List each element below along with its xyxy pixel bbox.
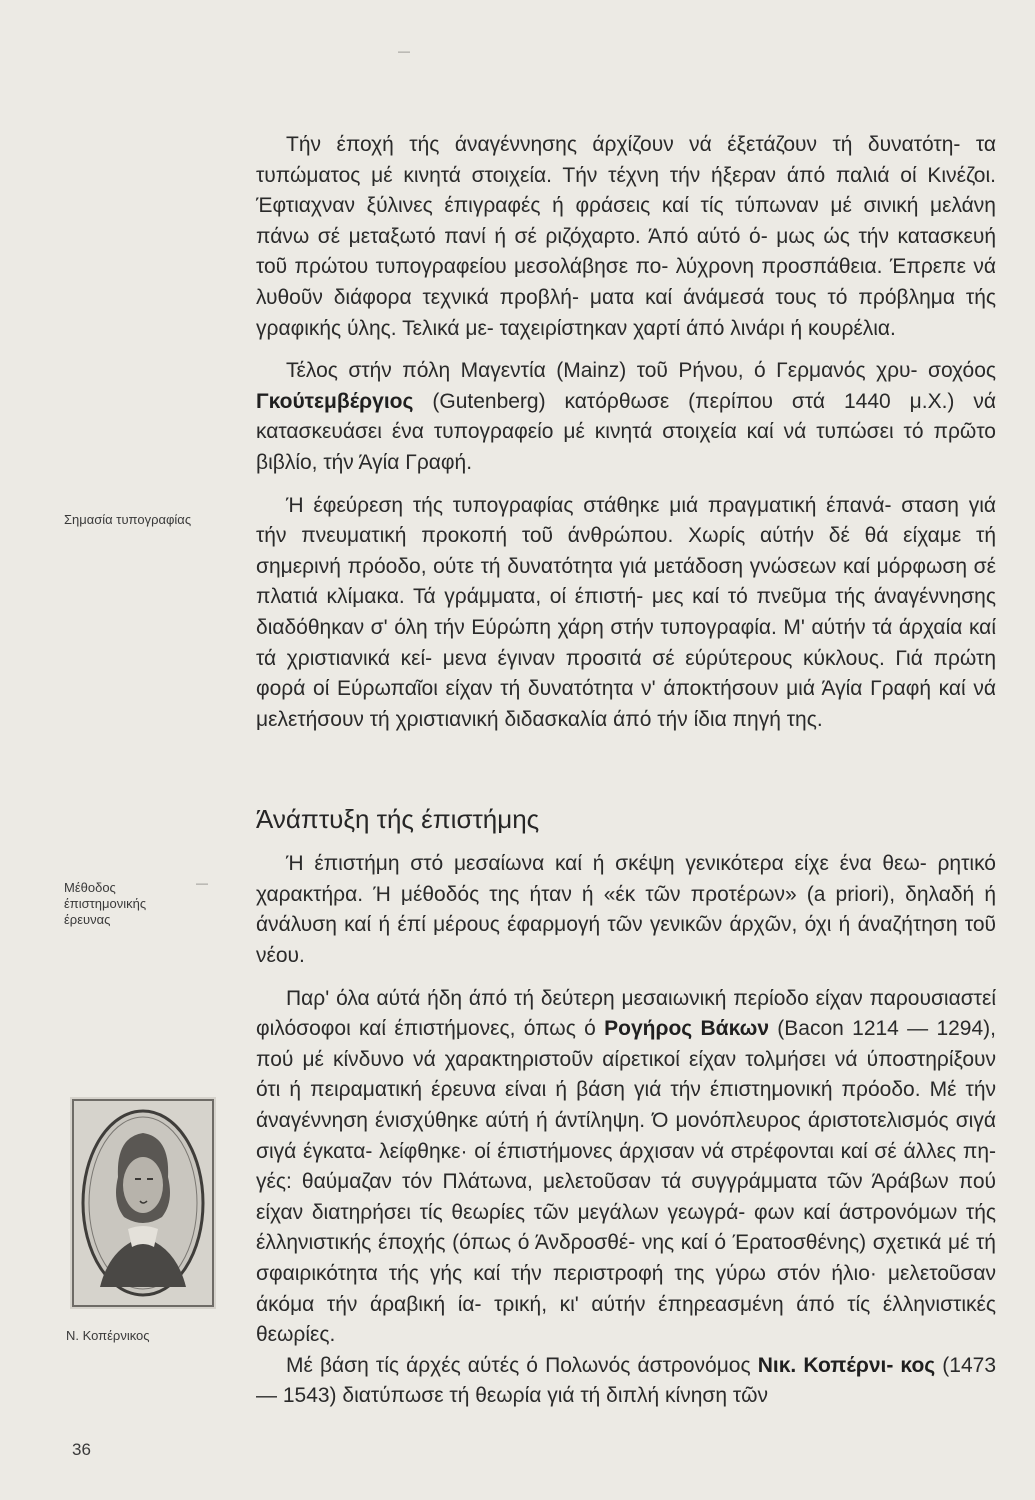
paragraph-printing-origins: Τήν έποχή τής άναγέννησης άρχίζουν νά έξετάζουν τή δυνατότη- τα τυπώματος μέ κινητά στοιχεία. Τήν τέχνη τήν ήξεραν άπό παλιά οί Κινέζοι. Έφτιαχναν ξύλινες έπιγραφές ή φράσεις καί τίς τύπωναν μέ σινική μελάνη πάνω σέ μεταξωτό πανί ή σέ ριζόχαρτο. Άπό αύτό ό- μως ώς τήν κατασκευή τοῦ πρώτου τυπογραφείου μεσολάβησε πο- λύχρονη προσπάθεια. Έπρεπε νά λυθοῦν διάφορα τεχνικά προβλή- ματα καί άνάμεσά τους τό πρόβλημα τής γραφικής ύλης. Τελικά με- ταχειρίστηκαν χαρτί άπό λινάρι ή κουρέλια. (256, 133, 996, 340)
name-gutenberg: Γκούτεμβέργιος (256, 389, 414, 413)
paragraph-gutenberg: Τέλος στήν πόλη Μαγεντία (Mainz) τοῦ Ρήνου, ό Γερμανός χρυ- σοχόος Γκούτεμβέργιος (Gutenberg) κατόρθωσε (περίπου στά 1440 μ.Χ.) νά κατασκευάσει ένα τυπογραφείο μέ κινητά στοιχεία καί νά τυπώσει τό πρῶτο βιβλίο, τήν Άγία Γραφή. (256, 359, 996, 474)
name-bacon: Ρογήρος Βάκων (604, 1017, 769, 1041)
main-text-column (256, 130, 996, 1424)
paragraph-bacon: Παρ' όλα αύτά ήδη άπό τή δεύτερη μεσαιωνική περίοδο είχαν παρουσιαστεί φιλόσοφοι καί έπιστήμονες, όπως ό Ρογήρος Βάκων (Bacon 1214 — 1294), πού μέ κίνδυνο νά χαρακτηριστοῦν αίρετικοί είχαν τολμήσει νά ύποστηρίξουν ότι ή πειραματική έρευνα είναι ή βάση γιά τήν έπιστημονική πρόοδο. Μέ τήν άναγέννηση ένισχύθηκε αύτή ή άντίληψη. Ό μονόπλευρος άριστοτελισμός σιγά σιγά έγκατα- λείφθηκε· οί έπιστήμονες άρχισαν νά στρέφονται καί σέ άλλες πη- γές: θαύμαζαν τόν Πλάτωνα, μελετοῦσαν τά συγγράμματα τῶν Άράβων πού είχαν διατηρήσει τίς θεωρίες τῶν μεγάλων γεωγρά- φων καί άστρονόμων τής έλληνιστικής έποχής (όπως ό Άνδροσθέ- νης καί ό Έρατοσθένης) σχετικά μέ τή σφαιρικότητα τής γής καί τήν περιστροφή της γύρω στόν ήλιο· μελετοῦσαν άκόμα τήν άραβική ία- τρική, κι' αύτήν έπηρεασμένη άπό τίς έλληνιστικές θεωρίες. (256, 986, 996, 1347)
portrait-engraving (70, 1097, 216, 1309)
scan-smudge: — (196, 876, 208, 890)
section-heading: Άνάπτυξη τής έπιστήμης (256, 804, 540, 835)
copernicus-portrait (70, 1097, 216, 1309)
paragraph-medieval-science: Ή έπιστήμη στό μεσαίωνα καί ή σκέψη γενικότερα είχε ένα θεω- ρητικό χαρακτήρα. Ή μέθοδός της ήταν ή «έκ τῶν προτέρων» (a priori), δηλαδή ή άνάλυση καί ή έπί μέρους έφαρμογή τῶν γενικῶν άρχῶν, όχι ή άναζήτηση τοῦ νέου. (256, 852, 996, 968)
paragraph-copernicus: Μέ βάση τίς άρχές αύτές ό Πολωνός άστρονόμος Νικ. Κοπέρνι- κος (1473 — 1543) διατύπωσε τή θεωρία γιά τή διπλή κίνηση τῶν (256, 1353, 996, 1408)
margin-note-printing-importance: Σημασία τυπογραφίας (64, 512, 192, 527)
margin-note-scientific-method: Μέθοδος έπιστημονικής έρευνας (64, 880, 147, 927)
name-copernicus: Νικ. Κοπέρνι- κος (757, 1353, 936, 1377)
scan-smudge: — (398, 44, 410, 58)
paragraph-printing-importance: Ή έφεύρεση τής τυπογραφίας στάθηκε μιά πραγματική έπανά- σταση γιά τήν πνευματική προκοπή τοῦ άνθρώπου. Χωρίς αύτήν δέ θά είχαμε τή σημερινή πρόοδο, ούτε τή δυνατότητα γιά μετάδοση γνώσεων καί μόρφωση σέ πλατιά κλίμακα. Τά γράμματα, οί έπιστή- μες καί τό πνεῦμα τής άναγέννησης διαδόθηκαν σ' όλη τήν Εύρώπη χάρη στήν τυπογραφία. Μ' αύτήν τά άρχαία καί τά χριστιανικά κεί- μενα έγιναν προσιτά σέ εύρύτερους κύκλους. Γιά πρώτη φορά οί Εύρωπαῖοι είχαν τή δυνατότητα ν' άποκτήσουν μιά Άγία Γραφή καί νά μελετήσουν τή χριστιανική διδασκαλία άπό τήν ίδια πηγή της. (256, 493, 996, 731)
page-number: 36 (72, 1440, 91, 1459)
portrait-caption: Ν. Κοπέρνικος (66, 1328, 150, 1343)
